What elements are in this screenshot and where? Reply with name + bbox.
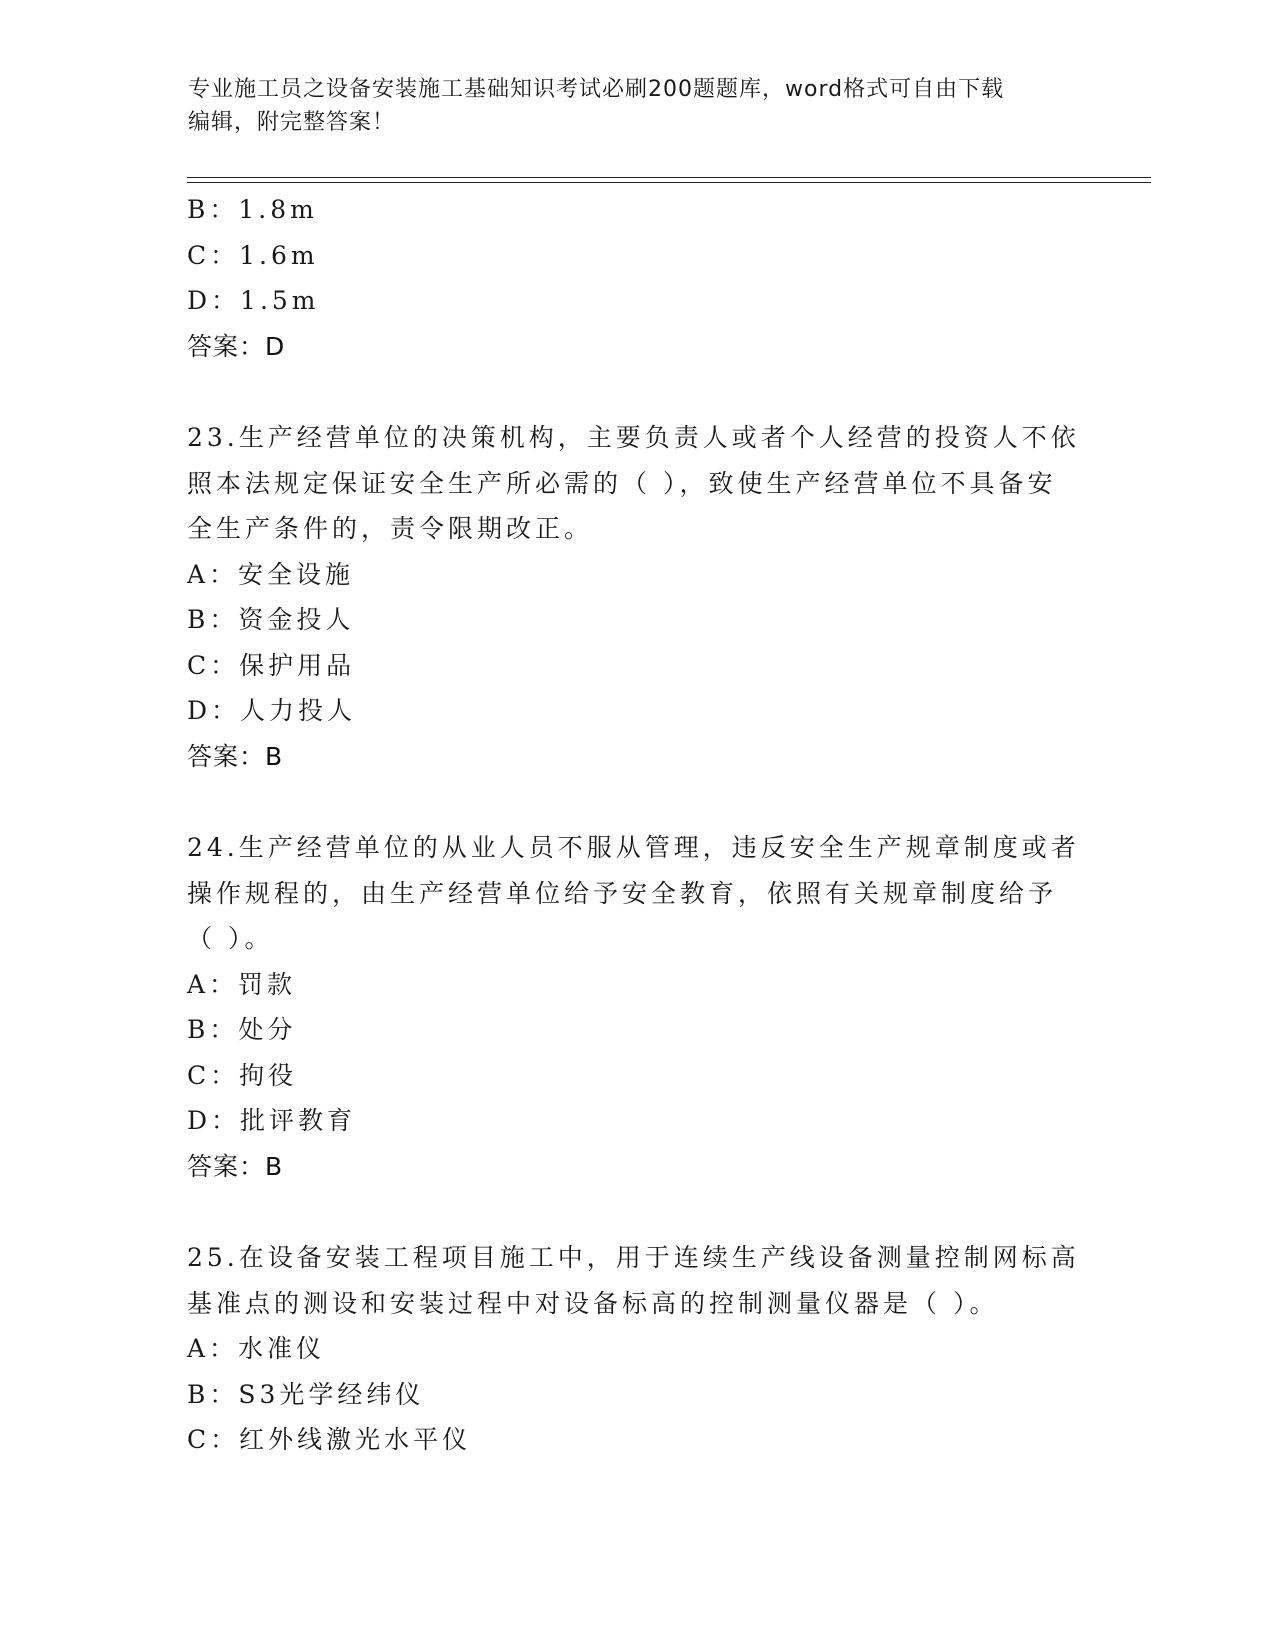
header-line-1: 专业施工员之设备安装施工基础知识考试必刷200题题库，word格式可自由下载 (188, 77, 1005, 102)
stem-line: 基准点的测设和安装过程中对设备标高的控制测量仪器是（ ）。 (187, 1288, 999, 1318)
option-a: A：水准仪 (187, 1334, 326, 1363)
option-b: B：S3光学经纬仪 (187, 1379, 425, 1409)
spacer (187, 779, 1087, 825)
question-stem (187, 1235, 1087, 1326)
option-c: C：拘役 (187, 1060, 298, 1090)
answer: 答案：D (187, 331, 286, 361)
stem-line: 25.在设备安装工程项目施工中，用于连续生产线设备测量控制网标高 (187, 1243, 1080, 1272)
prev-question-tail (187, 187, 1087, 369)
header-line-2: 编辑，附完整答案！ (188, 110, 396, 135)
option-d: D：人力投人 (187, 696, 357, 725)
question-24 (187, 825, 1087, 1189)
question-stem (187, 415, 1087, 552)
header-rule-top (187, 177, 1151, 178)
option-b: B：处分 (187, 1015, 297, 1044)
stem-line: 24.生产经营单位的从业人员不服从管理，违反安全生产规章制度或者 (187, 833, 1080, 862)
spacer (187, 1189, 1087, 1235)
option-c: C：红外线激光水平仪 (187, 1425, 472, 1454)
stem-line: 照本法规定保证安全生产所必需的（ ），致使生产经营单位不具备安 (187, 468, 1057, 498)
stem-line: 操作规程的，由生产经营单位给予安全教育，依照有关规章制度给予 (187, 878, 1058, 908)
option-b: B：资金投人 (187, 605, 355, 634)
answer: 答案：B (187, 1151, 284, 1181)
document-header (188, 73, 1068, 139)
question-content (187, 187, 1087, 1463)
stem-line: 全生产条件的，责令限期改正。 (187, 514, 594, 543)
option-d: D：批评教育 (187, 1106, 357, 1135)
option-c: C：保护用品 (187, 650, 356, 680)
answer: 答案：B (187, 741, 284, 771)
header-rule-bottom (187, 182, 1151, 183)
option-a: A：罚款 (187, 969, 297, 999)
option-d: D：1.5m (187, 286, 320, 315)
option-b: B：1.8m (187, 195, 318, 224)
question-stem (187, 825, 1087, 962)
option-c: C：1.6m (187, 240, 319, 270)
stem-line: （ ）。 (187, 924, 274, 953)
spacer (187, 369, 1087, 415)
option-a: A：安全设施 (187, 559, 355, 589)
question-25 (187, 1235, 1087, 1463)
question-23 (187, 415, 1087, 779)
stem-line: 23.生产经营单位的决策机构，主要负责人或者个人经营的投资人不依 (187, 423, 1080, 452)
